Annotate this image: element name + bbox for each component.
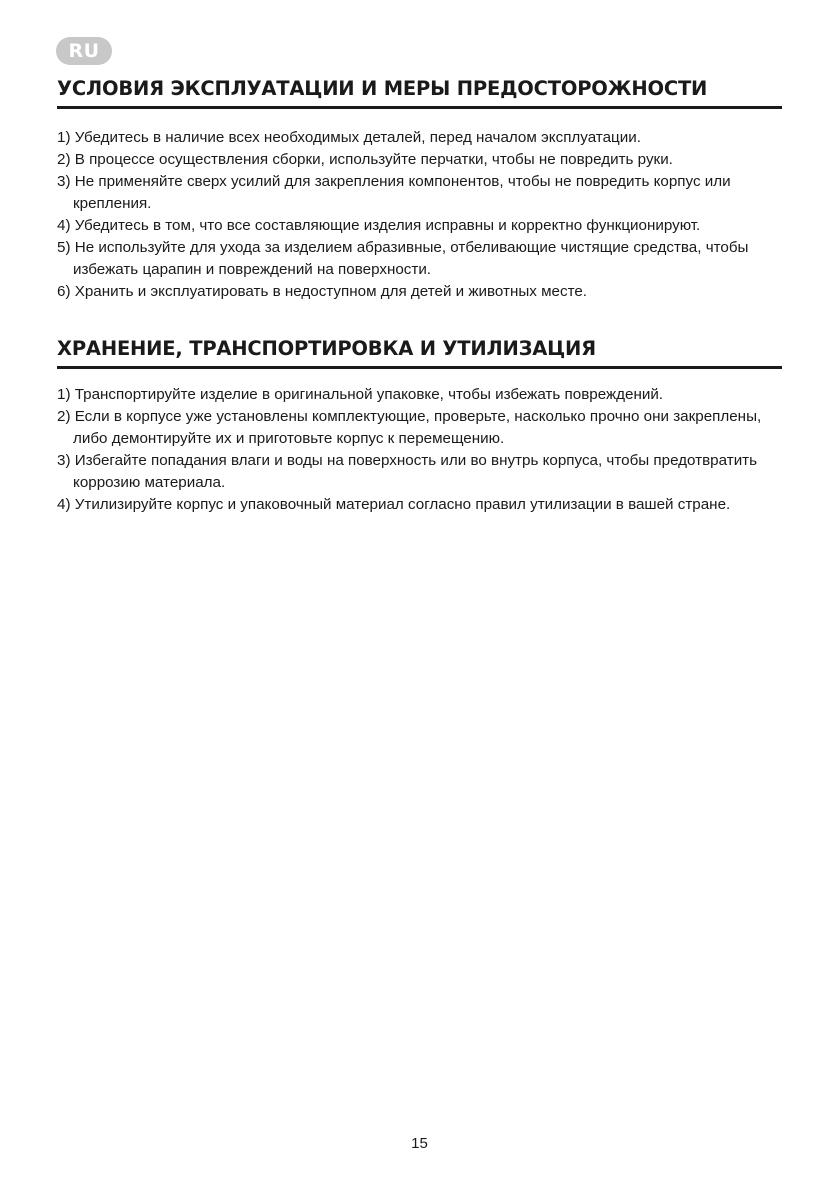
- page-number: 15: [411, 1135, 428, 1152]
- section-title: ХРАНЕНИЕ, ТРАНСПОРТИРОВКА И УТИЛИЗАЦИЯ: [57, 337, 596, 360]
- usage-conditions-section: [57, 76, 782, 303]
- list-item: 6) Хранить и эксплуатировать в недоступном для детей и животных месте.: [57, 283, 588, 300]
- list-item: 1) Транспортируйте изделие в оригинальной упаковке, чтобы избежать повреждений.: [57, 386, 664, 403]
- storage-transport-list: [57, 384, 782, 516]
- list-item: 3) Избегайте попадания влаги и воды на поверхность или во внутрь корпуса, чтобы предотвратить коррозию материала.: [57, 452, 758, 491]
- list-item: 2) Если в корпусе уже установлены комплектующие, проверьте, насколько прочно они закреплены, либо демонтируйте их и приготовьте корпус к перемещению.: [57, 408, 762, 447]
- section-title: УСЛОВИЯ ЭКСПЛУАТАЦИИ И МЕРЫ ПРЕДОСТОРОЖНОСТИ: [57, 77, 708, 100]
- storage-transport-section: [57, 336, 782, 516]
- section-divider: [57, 106, 782, 109]
- list-item: 3) Не применяйте сверх усилий для закрепления компонентов, чтобы не повредить корпус или крепления.: [57, 173, 731, 212]
- usage-conditions-list: [57, 127, 782, 303]
- list-item: 4) Утилизируйте корпус и упаковочный материал согласно правил утилизации в вашей стране.: [57, 496, 731, 513]
- section-divider: [57, 366, 782, 369]
- list-item: 2) В процессе осуществления сборки, используйте перчатки, чтобы не повредить руки.: [57, 151, 673, 168]
- list-item: 5) Не используйте для ухода за изделием абразивные, отбеливающие чистящие средства, чтобы избежать царапин и повреждений на поверхности.: [57, 239, 749, 278]
- list-item: 1) Убедитесь в наличие всех необходимых деталей, перед началом эксплуатации.: [57, 129, 641, 146]
- list-item: 4) Убедитесь в том, что все составляющие изделия исправны и корректно функционируют.: [57, 217, 701, 234]
- language-badge: RU: [56, 37, 112, 65]
